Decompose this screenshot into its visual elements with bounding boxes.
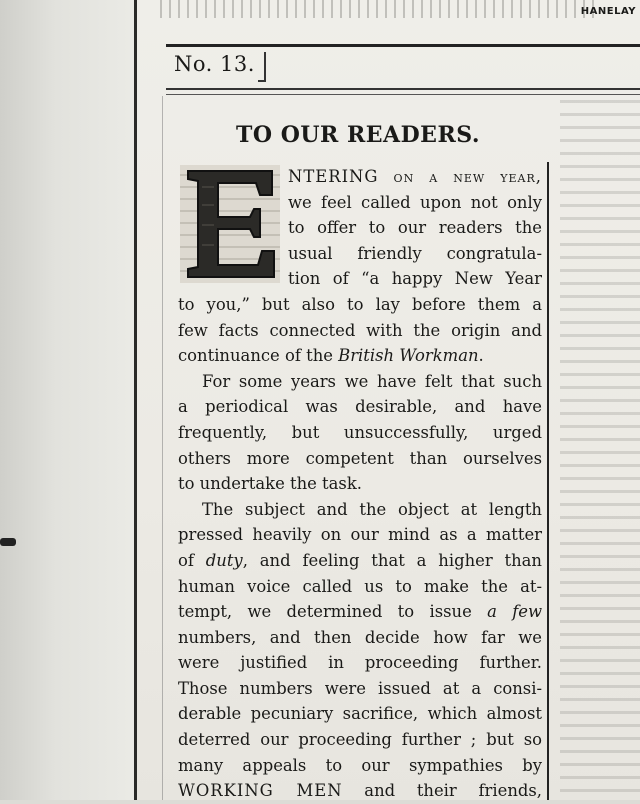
article-line: to offer to our readers the — [288, 218, 542, 238]
article-line: Those numbers were issued at a consi- — [178, 678, 542, 698]
article-line: we feel called upon not only — [288, 192, 542, 212]
article-title: TO OUR READERS. — [236, 122, 480, 148]
article-line: few facts connected with the origin and — [178, 320, 542, 340]
article-line: human voice called us to make the at- — [178, 576, 542, 596]
subheader-rule — [166, 88, 640, 90]
ink-spot — [0, 538, 16, 546]
masthead-strip — [160, 0, 640, 22]
column-left-rule — [162, 96, 163, 800]
header-rule — [166, 44, 640, 47]
adjacent-column-bleed — [560, 100, 640, 800]
article-line: The subject and the object at length — [202, 499, 542, 519]
article-line: frequently, but unsuccessfully, urged — [178, 422, 542, 442]
issue-bracket — [264, 52, 266, 82]
article-line: continuance of the British Workman. — [178, 346, 484, 366]
article-line: of duty, and feeling that a higher than — [178, 550, 542, 570]
issue-bracket-foot — [258, 80, 266, 82]
article-line: tempt, we determined to issue a few — [178, 602, 542, 622]
article-line: tion of “a happy New Year — [288, 269, 542, 289]
article-line: pressed heavily on our mind as a matter — [178, 525, 542, 545]
article-line: usual friendly congratula- — [288, 243, 542, 263]
article-line: NTERING on a new year, — [288, 167, 542, 186]
facing-page-edge — [0, 0, 140, 800]
subheader-rule-secondary — [166, 94, 640, 95]
article-line: to undertake the task. — [178, 474, 362, 494]
article-line: to you,” but also to lay before them a — [178, 294, 542, 314]
column-right-rule — [547, 162, 549, 800]
article-line: deterred our proceeding further ; but so — [178, 730, 542, 750]
article-line: others more competent than ourselves — [178, 448, 542, 468]
article-line: For some years we have felt that such — [202, 371, 542, 391]
article-line: numbers, and then decide how far we — [178, 627, 542, 647]
masthead-label: HANELAY — [580, 6, 636, 17]
article-line: derable pecuniary sacrifice, which almost — [178, 704, 542, 724]
article-line: WORKING MEN and their friends, — [178, 781, 542, 801]
article-line: many appeals to our sympathies by — [178, 755, 542, 775]
issue-number: No. 13. — [174, 52, 255, 76]
article-line: a periodical was desirable, and have — [178, 397, 542, 417]
article-line: were justified in proceeding further. — [178, 653, 542, 673]
article-body — [178, 164, 542, 804]
masthead-engraving — [160, 0, 600, 18]
